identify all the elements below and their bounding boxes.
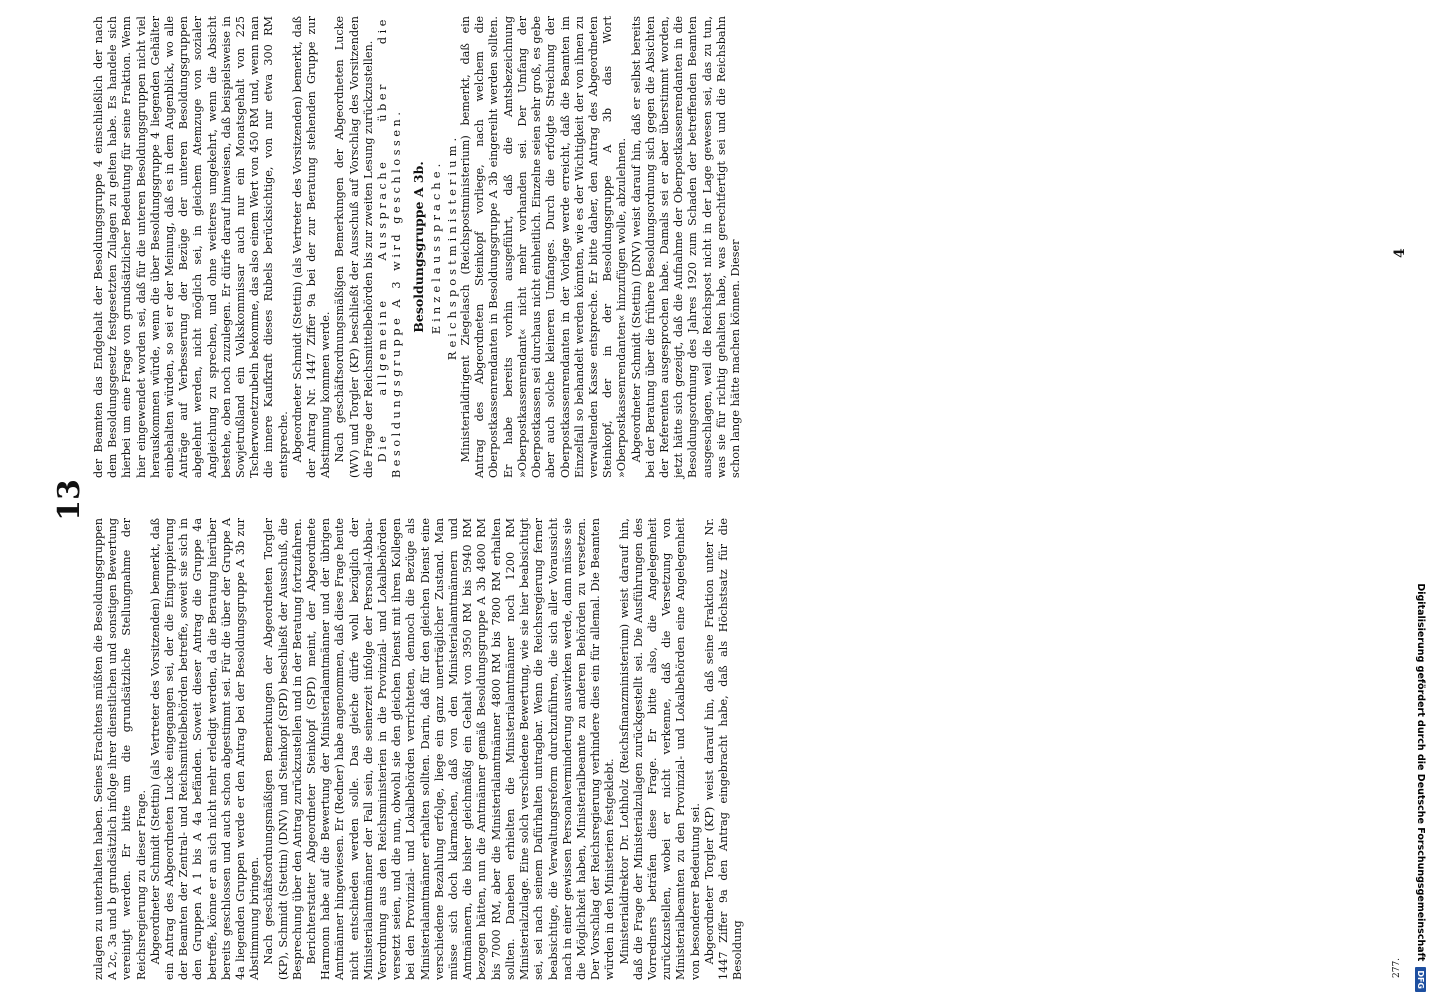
footer-signature-mark: 4 — [1392, 248, 1408, 258]
paragraph: Nach geschäftsordnungsmäßigen Bemerkungen der Abgeordneten Lucke (WV) und Torgler (KP) beschließt der Ausschuß auf Vorschlag des Vorsitzenden die Frage der Reichsmittelbehörden bis zur zweiten Lesung zurückzustellen. — [333, 16, 375, 478]
left-column — [92, 518, 745, 980]
paragraph: zulagen zu unterhalten haben. Seines Erachtens müßten die Besoldungsgruppen A 2c, 3a und b grundsätzlich infolge ihrer dienstlichen und sonstigen Bewertung vereinigt werden. Er bitte um die grundsätzliche Stellungnahme der Reichsregierung zu dieser Frage. — [92, 518, 148, 980]
paragraph: Abgeordneter Torgler (KP) weist darauf hin, daß seine Fraktion unter Nr. 1447 Ziffer 9a den Antrag eingebracht habe, daß als Höchstsatz für die Besoldung — [702, 518, 745, 980]
paragraph: Berichterstatter Abgeordneter Steinkopf (SPD) meint, der Abgeordnete Harmonn habe auf die Bewertung der Ministerialamtmänner und der übrigen Amtmänner hingewiesen. Er (Redner) habe angenommen, daß diese Frage heute nicht entschieden werden solle. Das gleiche dürfe wohl bezüglich der Ministerialamtmänner der Fall sein, die seinerzeit infolge der Personal-Abbau-Verordnung aus den Reichsministerien in die Provinzial- und Lokalbehörden versetzt seien, und die nun, obwohl sie den gleichen Dienst mit ihren Kollegen bei den Provinzial- und Lokalbehörden verrichteten, dennoch die Bezüge als Ministerialamtmänner erhalten sollten. Darin, daß für den gleichen Dienst eine verschiedene Bezahlung erfolge, liege ein ganz unerträglicher Zustand. Man müsse sich doch klarmachen, daß von den Ministerialamtmännern und Amtmännern, die bisher gleichmäßig ein Gehalt von 3950 RM bis 5940 RM bezogen hätten, nun die Amtmänner gemäß Besoldungsgruppe A 3b 4800 RM bis 7000 RM, aber die Ministerialamtmänner 4800 RM bis 7800 RM erhalten sollten. Daneben erhielten die Ministerialamtmänner noch 1200 RM Ministerialzulage. Eine solch verschiedene Bewertung, wie sie hier beabsichtigt sei, sei nach seinem Dafürhalten untragbar. Wenn die Reichsregierung ferner beabsichtige, die Verwaltungsreform durchzuführen, die sich aller Voraussicht nach in einer gewissen Personalverminderung auswirken werde, dann müsse sie die Möglichkeit haben, Ministerialbeamte zu anderen Behörden zu versetzen. Der Vorschlag der Reichsregierung verhindere dies ein für allemal. Die Beamten würden in den Ministerien festgeklebt. — [305, 518, 617, 980]
page-number: 13 — [52, 479, 87, 521]
funding-notice: Digitalisierung gefördert durch die Deutsche Forschungsgemeinschaft — [1415, 583, 1427, 962]
paragraph: Abgeordneter Schmidt (Stettin) (DNV) weist darauf hin, daß er selbst bereits bei der Beratung über die frühere Besoldungsordnung sich gegen die Absichten der Referenten ausgesprochen habe. Damals sei er aber überstimmt worden, jetzt hätte sich gezeigt, daß die Aufnahme der Oberpostkassenrendanten in die Besoldungsordnung des Jahres 1920 zum Schaden der betreffenden Beamten ausgeschlagen, weil die Reichspost nicht in der Lage gewesen sei, das zu tun, was sie für richtig gehalten habe, was gerechtfertigt sei und die Reichsbahn schon lange hätte machen können. Dieser — [629, 16, 742, 478]
paragraph: der Beamten das Endgehalt der Besoldungsgruppe 4 einschließlich der nach dem Besoldungsgesetz festgesetzten Zulagen zu gelten habe. Es handele sich hierbei um eine Frage von grundsätzlicher Bedeutung für seine Fraktion. Wenn hier eingewendet worden sei, daß für die unteren Besoldungsgruppen nicht viel herauskommen würde, wenn die über Besoldungsgruppe 4 liegenden Gehälter einbehalten würden, so sei er der Meinung, daß es in dem Augenblick, wo alle Anträge auf Verbesserung der Bezüge der unteren Besoldungsgruppen abgelehnt werden, nicht möglich sei, in gleichem Atemzuge von sozialer Angleichung zu sprechen, und ohne weiteres umgekehrt, wenn die Absicht bestehe, oben noch zuzulegen. Er dürfe darauf hinweisen, daß beispielsweise in Sowjetrußland ein Volkskommissar auch nur ein Monatsgehalt von 225 Tscherwonetzrubeln bekomme, das also einem Wert von 450 RM und, wenn man die innere Kaufkraft dieses Rubels berücksichtige, von nur etwa 300 RM entspreche. — [92, 16, 290, 478]
footer-sheet-number: 277. — [1392, 957, 1402, 978]
right-column — [92, 16, 743, 478]
paragraph: Abgeordneter Schmidt (Stettin) (als Vertreter des Vorsitzenden) bemerkt, daß ein Antrag des Abgeordneten Lucke eingegangen sei, der die Eingruppierung der Beamten der Zentral- und Reichsmittelbehörden betreffe, soweit sie sich in den Gruppen A 1 bis A 4a befänden. Soweit dieser Antrag die Gruppe 4a betreffe, könne er an sich nicht mehr erledigt werden, da die Beratung hierüber bereits geschlossen und auch schon abgestimmt sei. Für die über der Gruppe A 4a liegenden Gruppen werde er den Antrag bei der Besoldungsgruppe A 3b zur Abstimmung bringen. — [148, 518, 262, 980]
ministry-heading: Reichspostministerium. — [444, 133, 459, 361]
paragraph: Abgeordneter Schmidt (Stettin) (als Vertreter des Vorsitzenden) bemerkt, daß der Antrag Nr. 1447 Ziffer 9a bei der zur Beratung stehenden Gruppe zur Abstimmung kommen werde. — [290, 16, 333, 478]
paragraph: Ministerialdirigent Ziegelasch (Reichspostministerium) bemerkt, daß ein Antrag des Abgeordneten Steinkopf vorliege, nach welchem die Oberpostkassenrendanten in Besoldungsgruppe A 3b eingereiht werden sollten. Er habe bereits vorhin ausgeführt, daß die Amtsbezeichnung »Oberpostkassenrendant« nicht mehr vorhanden sei. Der Umfang der Oberpostkassen sei durchaus nicht einheitlich. Einzelne seien sehr groß, es gebe aber auch solche kleineren Umfanges. Durch die erfolgte Streichung der Oberpostkassenrendanten in der Vorlage werde erreicht, daß die Beamten im Einzelfall so behandelt werden könnten, wie es der Wichtigkeit der von ihnen zu verwaltenden Kasse entspreche. Er bitte daher, den Antrag des Abgeordneten Steinkopf, der in der Besoldungsgruppe A 3b das Wort »Oberpostkassenrendanten« hinzufügen wolle, abzulehnen. — [459, 16, 629, 478]
dfg-logo-icon: DFG — [1416, 967, 1427, 992]
section-subheading: Einzelaussprache. — [428, 159, 443, 335]
paragraph: Nach geschäftsordnungsmäßigen Bemerkungen der Abgeordneten Torgler (KP), Schmidt (Stettin) (DNV) und Steinkopf (SPD) beschließt der Ausschuß, die Besprechung über den Antrag zurückzustellen und in der Beratung fortzufahren. — [262, 518, 304, 980]
closing-notice: Die allgemeine Aussprache über die Besoldungsgruppe A 3 wird geschlossen. — [376, 16, 404, 478]
paragraph: Ministerialdirektor Dr. Lothholz (Reichsfinanzministerium) weist darauf hin, daß die Frage der Ministerialzulagen zurückgestellt sei. Die Ausführungen des Vorredners beträfen diese Frage. Er bitte also, die Angelegenheit zurückzustellen, wobei er nicht verkenne, daß die Versetzung von Ministerialbeamten zu den Provinzial- und Lokalbehörden eine Angelegenheit von besonderer Bedeutung sei. — [617, 518, 702, 980]
section-heading: Besoldungsgruppe A 3b. — [411, 161, 427, 333]
